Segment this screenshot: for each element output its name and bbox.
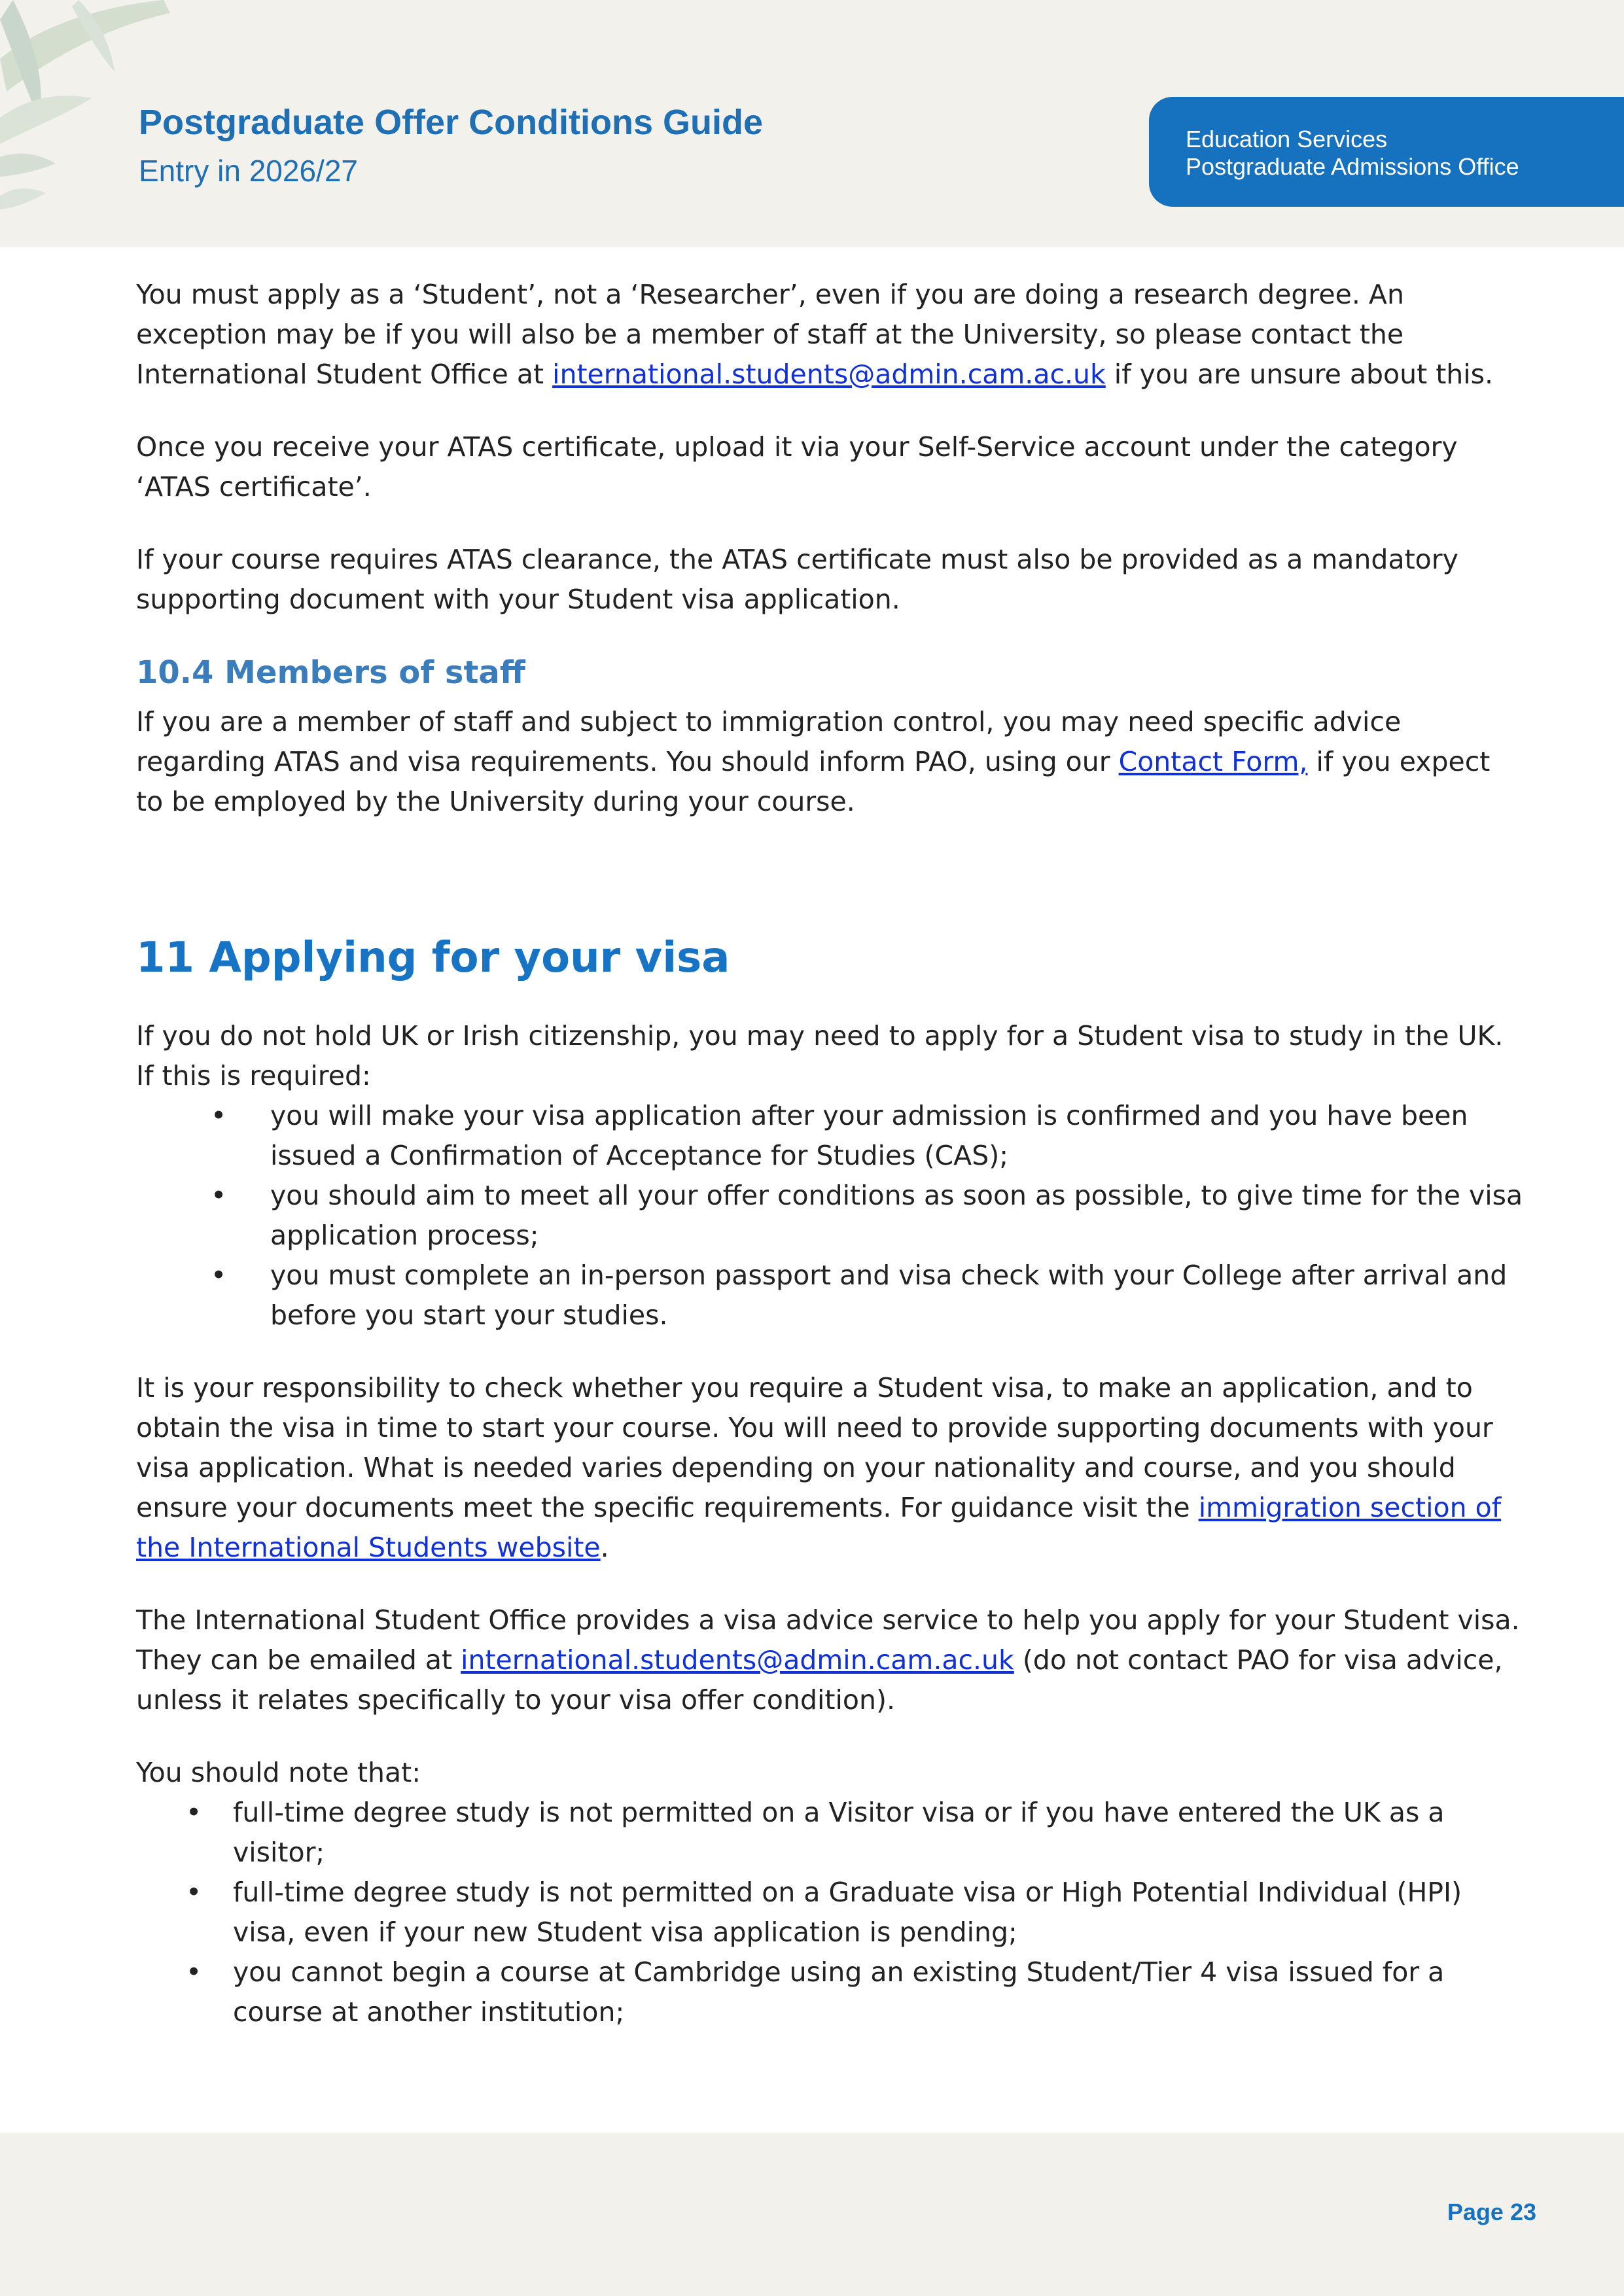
office-line-1: Education Services [1186,126,1388,152]
page-header [0,0,1624,247]
bullet-icon: • [211,1260,227,1292]
office-line-2: Postgraduate Admissions Office [1186,153,1519,181]
contact-form-link[interactable]: Contact Form, [1118,746,1308,778]
iso-email-link[interactable]: international.students@admin.cam.ac.uk [461,1644,1014,1676]
iso-advice-paragraph: The International Student Office provides a visa advice service to help you apply for your Student visa. They can be emailed at international.students@admin.cam.ac.uk (do not contact PAO for visa advice, unless it relates specifically to your visa offer condition). [136,1604,1520,1716]
bullet-icon: • [211,1180,227,1212]
bullet-icon: • [186,1877,202,1909]
bullet-icon: • [186,1956,202,1988]
atas-paragraph-3: If your course requires ATAS clearance, the ATAS certificate must also be provided as a mandatory supporting document with your Student visa application. [136,544,1458,615]
atas-paragraph-1: You must apply as a ‘Student’, not a ‘Researcher’, even if you are doing a research degree. An exception may be if you will also be a member of staff at the University, so please contact the International Student Office at international.students@admin.cam.ac.uk if you are unsure about this. [136,279,1494,390]
staff-paragraph: If you are a member of staff and subject to immigration control, you may need specific advice regarding ATAS and visa requirements. You should inform PAO, using our Contact Form, if you expect to be employed by the University during your course. [136,706,1491,818]
visa-intro-paragraph: If you do not hold UK or Irish citizenship, you may need to apply for a Student visa to study in the UK. If this is required: [136,1020,1504,1092]
immigration-section-link[interactable]: immigration section of the International Students website [136,1492,1502,1564]
list-item: • you cannot begin a course at Cambridge using an existing Student/Tier 4 visa issued for a course at another institution; [136,1952,1525,2032]
visa-requirements-list [136,1096,1525,1335]
page-number: Page 23 [1447,2199,1536,2225]
list-item: • you should aim to meet all your offer conditions as soon as possible, to give time for the visa application process; [136,1176,1525,1256]
document-subtitle: Entry in 2026/27 [139,154,359,188]
members-of-staff-heading: 10.4 Members of staff [136,654,525,691]
iso-email-link[interactable]: international.students@admin.cam.ac.uk [552,359,1106,390]
list-item: • full-time degree study is not permitted on a Graduate visa or High Potential Individual (HPI) visa, even if your new Student visa application is pending; [136,1873,1525,1952]
list-item: • full-time degree study is not permitted on a Visitor visa or if you have entered the UK as a visitor; [136,1793,1525,1873]
responsibility-paragraph: It is your responsibility to check whether you require a Student visa, to make an application, and to obtain the visa in time to start your course. You will need to provide supporting documents with your visa application. What is needed varies depending on your nationality and course, and you should ensure your documents meet the specific requirements. For guidance visit the immigration section of the International Students website. [136,1372,1502,1564]
document-title: Postgraduate Offer Conditions Guide [139,103,764,142]
bullet-icon: • [211,1100,227,1132]
visa-notes-list [136,1793,1525,2032]
applying-for-visa-heading: 11 Applying for your visa [136,934,730,983]
list-item: • you must complete an in-person passport and visa check with your College after arrival and before you start your studies. [136,1256,1525,1335]
office-badge [1149,97,1624,207]
atas-paragraph-2: Once you receive your ATAS certificate, upload it via your Self-Service account under the category ‘ATAS certificate’. [136,431,1458,503]
list-item: • you will make your visa application after your admission is confirmed and you have been issued a Confirmation of Acceptance for Studies (CAS); [136,1096,1525,1176]
bullet-icon: • [186,1797,202,1829]
page-content [136,275,1525,2065]
page-footer [0,2133,1624,2296]
note-intro-paragraph: You should note that: [136,1757,421,1789]
